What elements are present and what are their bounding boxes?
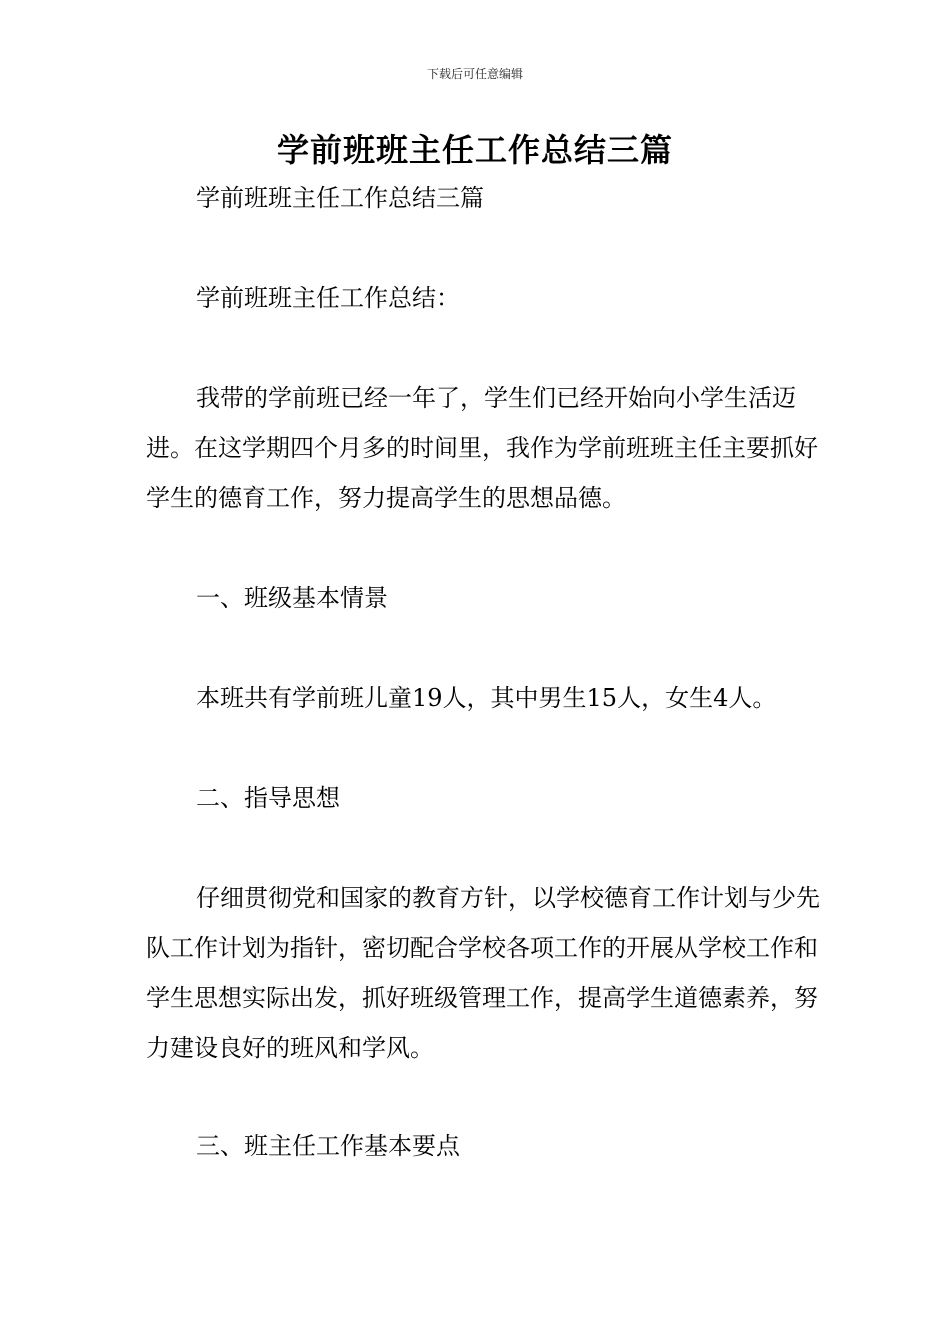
summary-heading: 学前班班主任工作总结： (196, 284, 460, 312)
section-heading-1: 一、班级基本情景 (196, 584, 388, 612)
class-info-paragraph: 本班共有学前班儿童19人，其中男生15人，女生4人。 (196, 684, 777, 712)
section-heading-2: 二、指导思想 (196, 784, 340, 812)
subtitle-paragraph: 学前班班主任工作总结三篇 (196, 184, 484, 212)
guiding-thought-paragraph: 仔细贯彻党和国家的教育方针，以学校德育工作计划与少先队工作计划为指针，密切配合学校各项工作的开展从学校工作和学生思想实际出发，抓好班级管理工作，提高学生道德素养，努力建设良好的班风和学风。 (146, 884, 820, 1062)
header-note: 下载后可任意编辑 (426, 67, 523, 81)
section-heading-3: 三、班主任工作基本要点 (196, 1132, 460, 1160)
document-title: 学前班班主任工作总结三篇 (276, 131, 673, 169)
intro-paragraph: 我带的学前班已经一年了，学生们已经开始向小学生活迈进。在这学期四个月多的时间里，我作为学前班班主任主要抓好学生的德育工作，努力提高学生的思想品德。 (146, 384, 818, 512)
